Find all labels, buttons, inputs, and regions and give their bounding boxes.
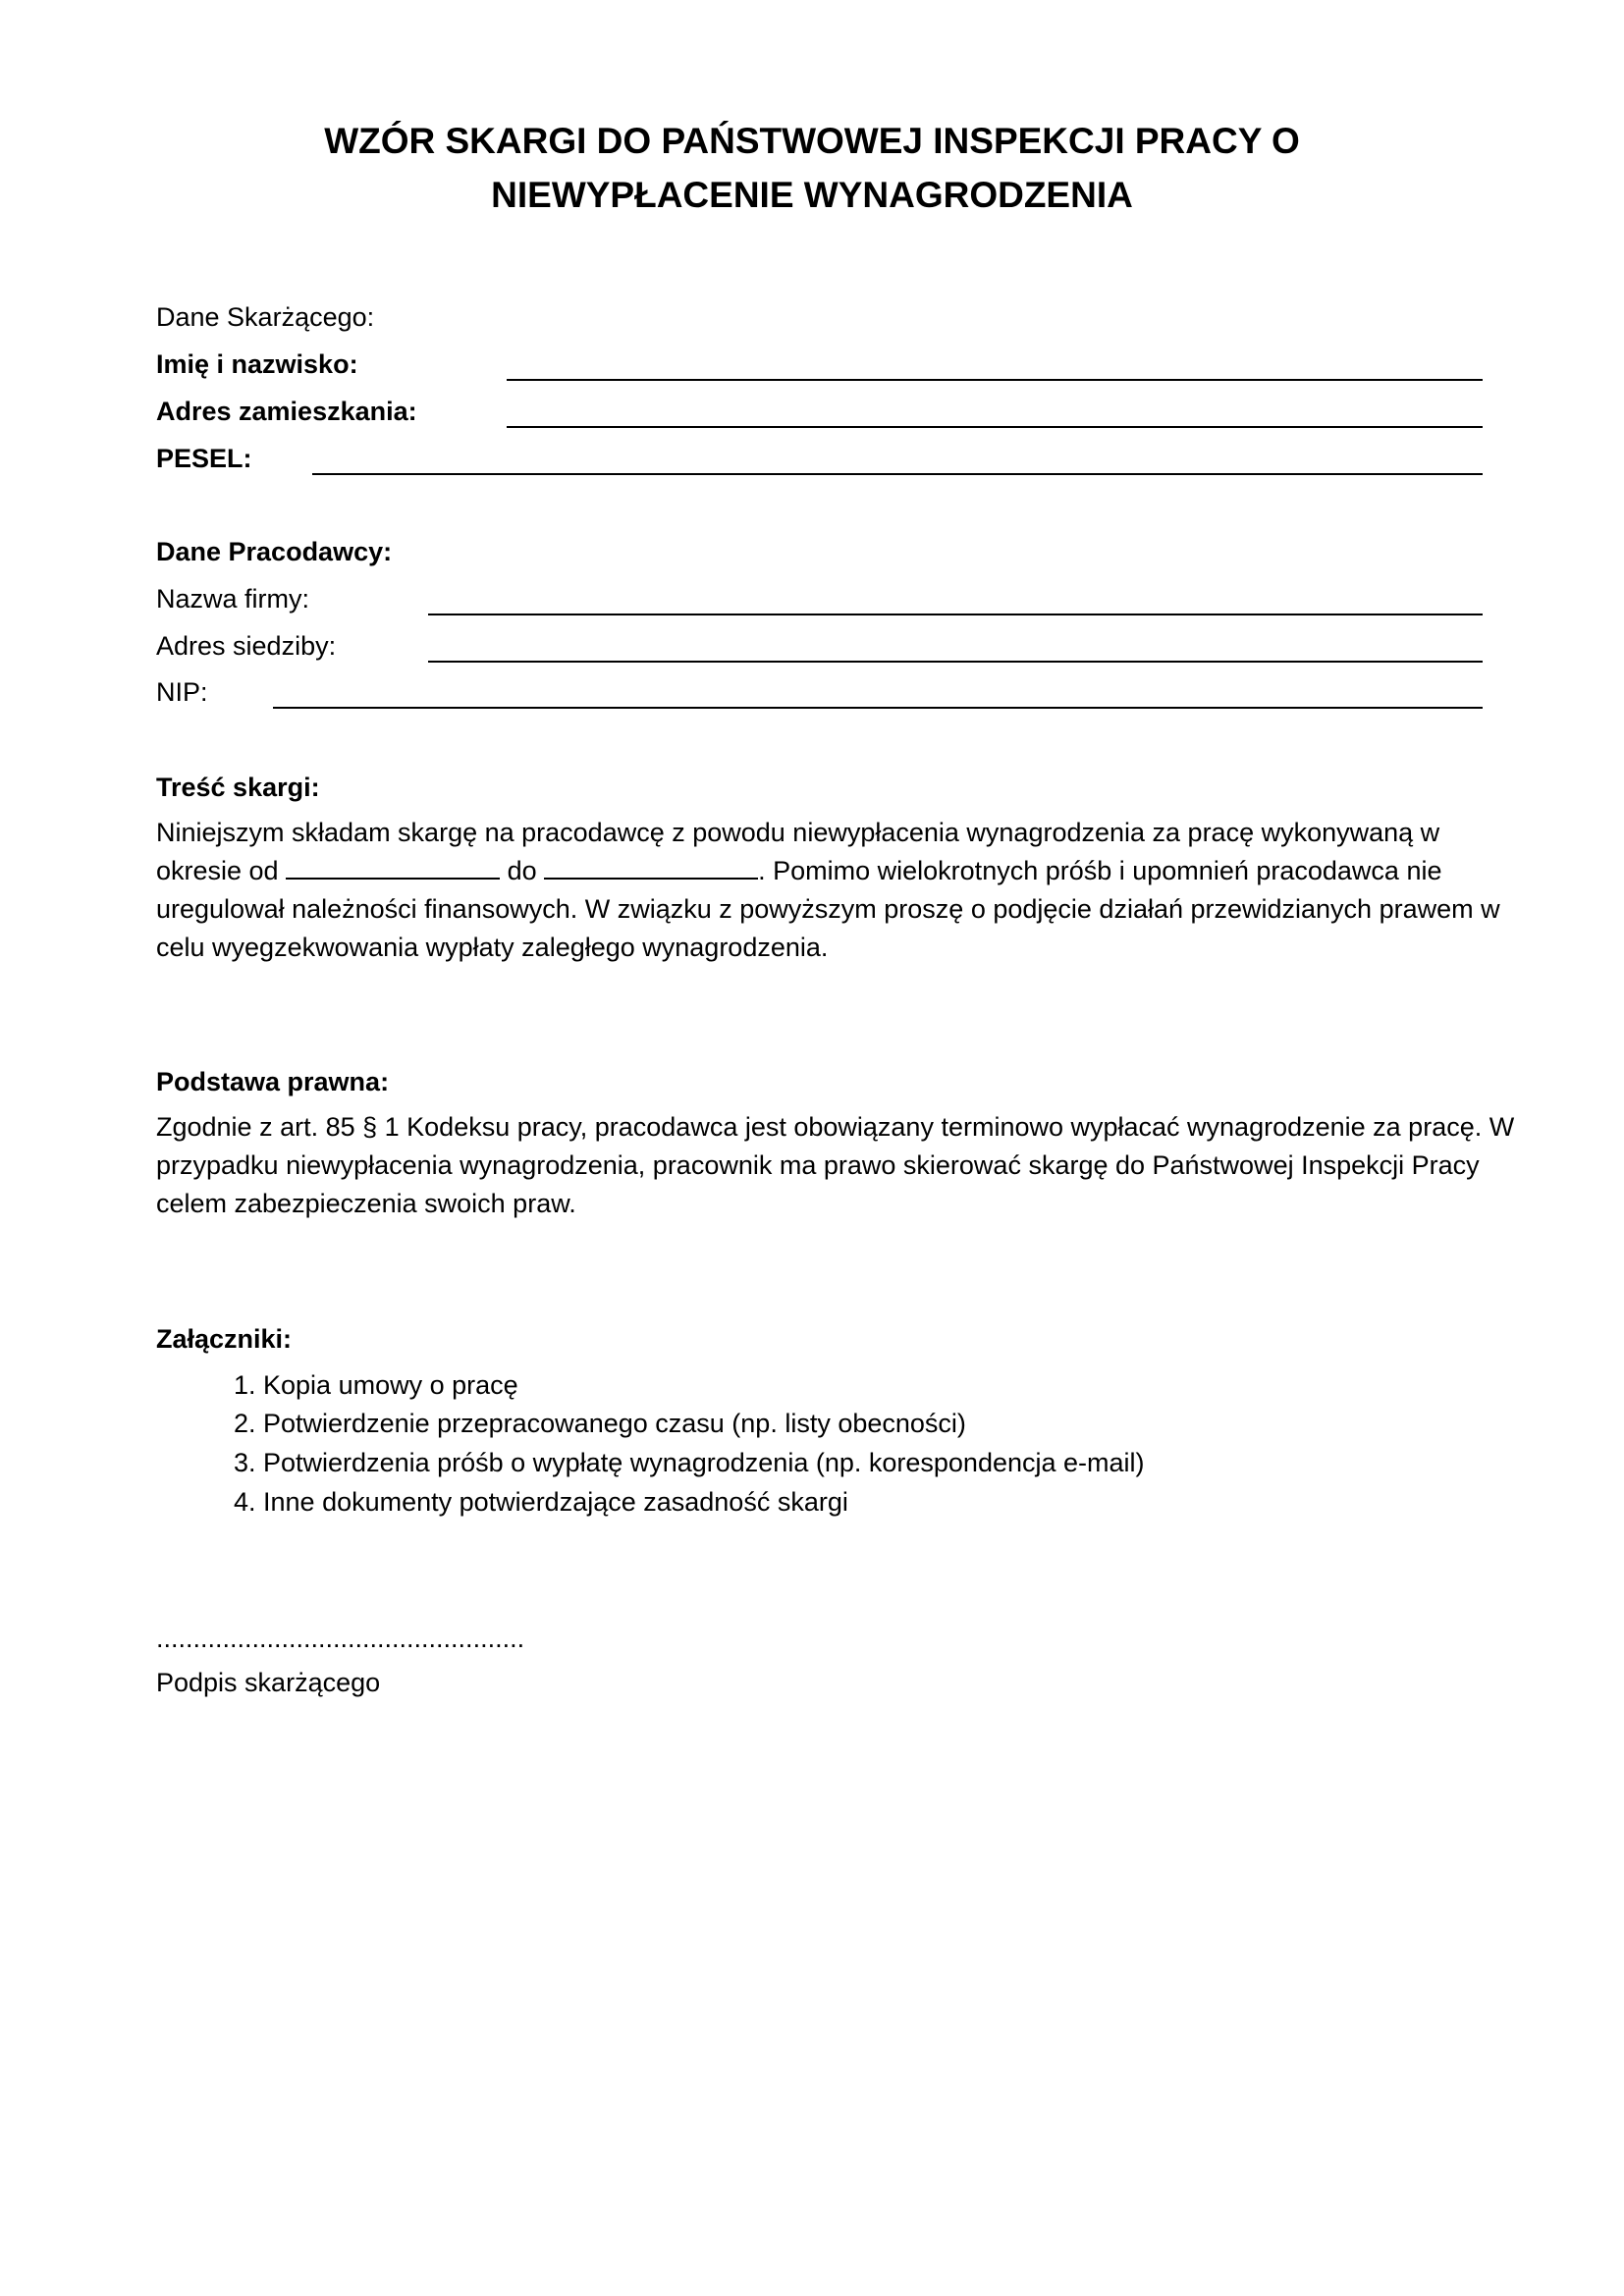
pesel-label: PESEL: <box>156 444 252 473</box>
name-field-line[interactable] <box>507 379 1483 381</box>
complaint-heading: Treść skargi: <box>156 773 320 802</box>
company-address-label: Adres siedziby: <box>156 631 337 661</box>
nip-label: NIP: <box>156 677 208 707</box>
attachment-item: 3. Potwierdzenia próśb o wypłatę wynagrodzenia (np. korespondencja e-mail) <box>234 1448 1145 1477</box>
address-label: Adres zamieszkania: <box>156 397 417 426</box>
company-address-field-line[interactable] <box>428 661 1483 663</box>
company-name-field-line[interactable] <box>428 614 1483 615</box>
complainant-heading: Dane Skarżącego: <box>156 302 375 332</box>
legal-basis-text: Zgodnie z art. 85 § 1 Kodeksu pracy, pracodawca jest obowiązany terminowo wypłacać wynagrodzenie za pracę. W przypadku niewypłacenia wynagrodzenia, pracownik ma prawo skierować skargę do Państwowej Inspekcji Pracy celem zabezpieczenia swoich praw. <box>156 1112 1515 1218</box>
signature-label: Podpis skarżącego <box>156 1668 381 1697</box>
attachments-heading: Załączniki: <box>156 1324 293 1354</box>
signature-line[interactable]: .................................................. <box>156 1624 525 1653</box>
attachment-item: 2. Potwierdzenie przepracowanego czasu (np. listy obecności) <box>234 1409 966 1438</box>
document-title-line-1: WZÓR SKARGI DO PAŃSTWOWEJ INSPEKCJI PRACY O <box>324 121 1300 161</box>
complaint-text-part-3: . Pomimo wielokrotnych próśb i upomnień pracodawca nie uregulował należności finansowych. W związku z powyższym proszę o podjęcie działań przewidzianych prawem w celu wyegzekwowania wypłaty zaległego wynagrodzenia. <box>156 856 1500 962</box>
complaint-text-part-2: do <box>500 856 545 885</box>
nip-field-line[interactable] <box>273 707 1483 709</box>
attachment-item: 1. Kopia umowy o pracę <box>234 1370 518 1400</box>
complaint-text <box>156 814 1521 967</box>
date-to-blank[interactable] <box>544 852 758 880</box>
pesel-field-line[interactable] <box>312 473 1483 475</box>
legal-basis-heading: Podstawa prawna: <box>156 1067 390 1096</box>
attachment-item: 4. Inne dokumenty potwierdzające zasadność skargi <box>234 1487 848 1517</box>
name-label: Imię i nazwisko: <box>156 349 358 379</box>
complaint-text-part-1: Niniejszym składam skargę na pracodawcę z powodu niewypłacenia wynagrodzenia za pracę wykonywaną w okresie od <box>156 818 1440 885</box>
document-title-line-2: NIEWYPŁACENIE WYNAGRODZENIA <box>491 175 1133 215</box>
company-name-label: Nazwa firmy: <box>156 584 310 614</box>
date-from-blank[interactable] <box>286 852 500 880</box>
employer-heading: Dane Pracodawcy: <box>156 537 393 566</box>
address-field-line[interactable] <box>507 426 1483 428</box>
